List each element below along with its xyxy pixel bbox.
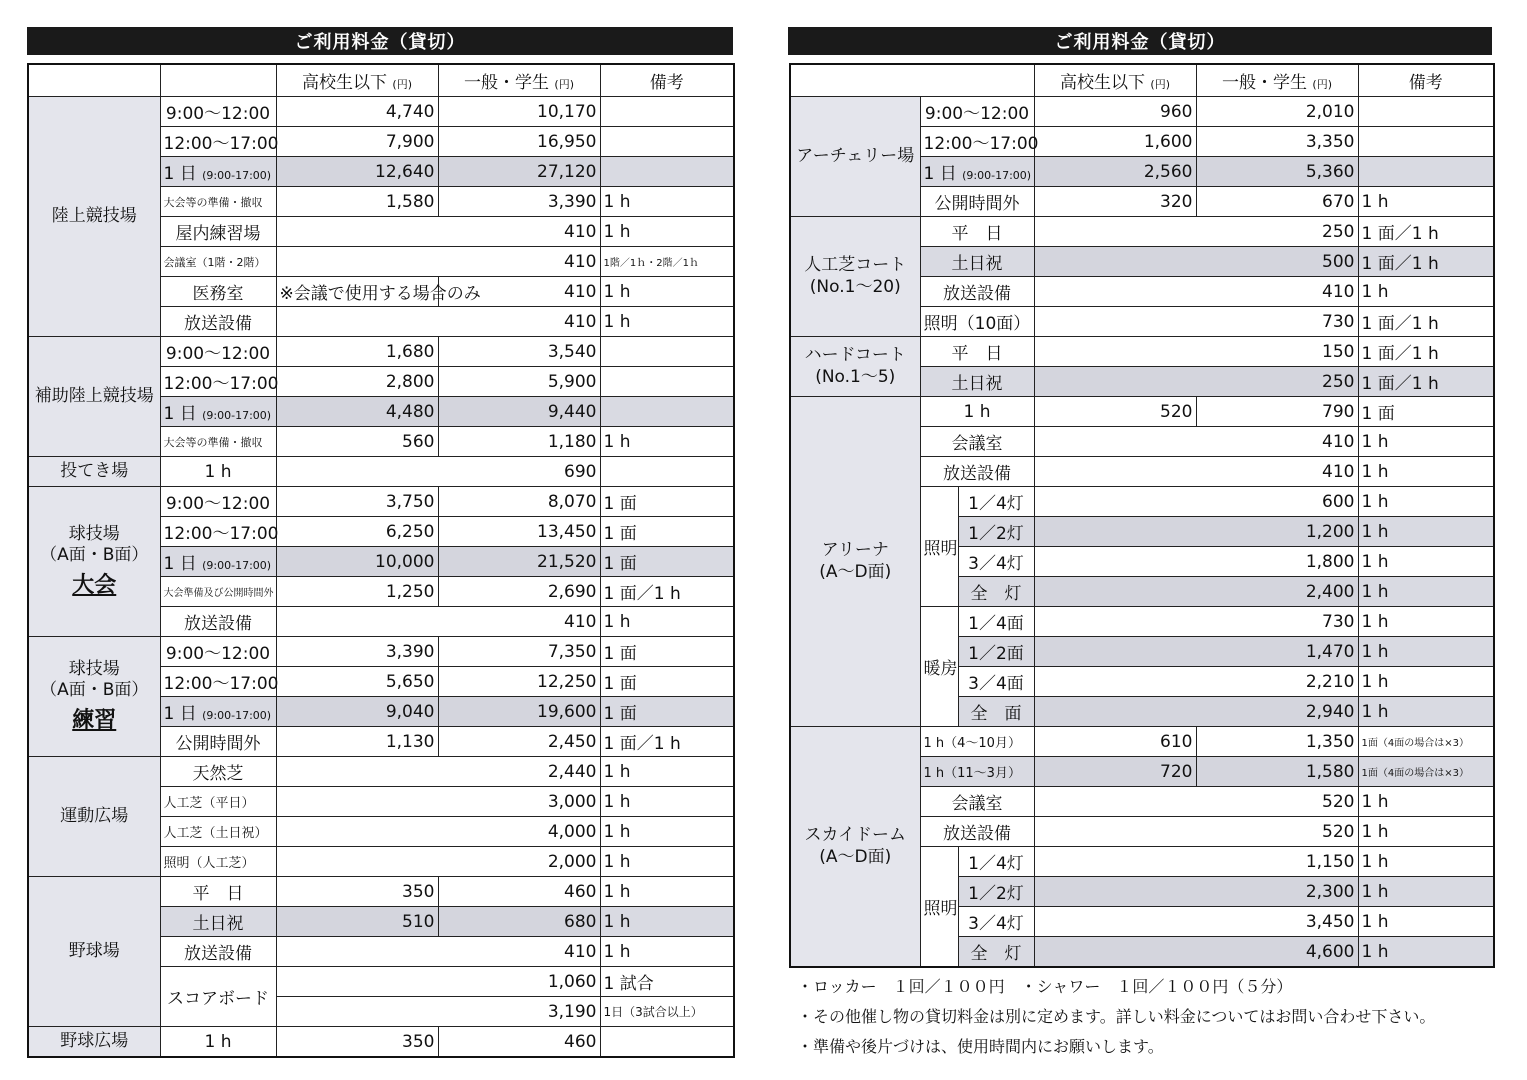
facility-item: 会議室	[920, 787, 1034, 817]
price-general: 1,150	[1034, 847, 1358, 877]
right-header-row	[790, 64, 1494, 97]
note-cell: 1 h	[1358, 577, 1494, 607]
note-cell: 1 h	[1358, 847, 1494, 877]
price-youth: 520	[1034, 397, 1196, 427]
facility-item: スコアボード	[160, 967, 276, 1027]
category-sub: (A～D面)	[819, 561, 892, 582]
facility-item: 1／2灯	[958, 877, 1034, 907]
price-youth: 1,600	[1034, 127, 1196, 157]
price-youth: 960	[1034, 97, 1196, 127]
price-general: 2,300	[1034, 877, 1358, 907]
header-blank	[790, 64, 1034, 97]
price-general: 21,520	[438, 547, 600, 577]
facility-item: 人工芝（平日）	[160, 787, 276, 817]
facility-item: 平 日	[920, 217, 1034, 247]
right-fee-table	[789, 63, 1495, 968]
category-name: ハードコート	[804, 345, 906, 366]
note-cell: 1 面	[600, 637, 734, 667]
price-general: 13,450	[438, 517, 600, 547]
note-cell: 1 h	[1358, 637, 1494, 667]
category-cell: アーチェリー場	[790, 97, 920, 217]
facility-item: 放送設備	[160, 307, 276, 337]
table-row	[28, 457, 734, 487]
price-general: 3,350	[1196, 127, 1358, 157]
facility-item: 屋内練習場	[160, 217, 276, 247]
note-cell: 1 h	[600, 937, 734, 967]
price-general: 2,400	[1034, 577, 1358, 607]
price-youth: 6,250	[276, 517, 438, 547]
note-cell	[600, 97, 734, 127]
price-general: 2,690	[438, 577, 600, 607]
table-row	[28, 337, 734, 367]
price-youth: 350	[276, 1027, 438, 1058]
note-cell: 1 h	[600, 427, 734, 457]
note-cell	[600, 367, 734, 397]
note-cell	[600, 1027, 734, 1058]
note-cell: 1 h	[600, 307, 734, 337]
price-general: 3,540	[438, 337, 600, 367]
price-general: 7,350	[438, 637, 600, 667]
category-name: スカイドーム	[804, 825, 906, 846]
price-general: 730	[1034, 607, 1358, 637]
price-general: 10,170	[438, 97, 600, 127]
price-general: 690	[276, 457, 600, 487]
footnote-other-events: ・その他催し物の貸切料金は別に定めます。詳しい料金についてはお問い合わせ下さい。	[797, 1007, 1436, 1026]
price-general: 410	[276, 247, 600, 277]
note-cell: 1 面／1 h	[600, 727, 734, 757]
table-row	[28, 877, 734, 907]
facility-item: 照明（10面）	[920, 307, 1034, 337]
time-slot: 12:00～17:00	[160, 517, 276, 547]
price-general: 9,440	[438, 397, 600, 427]
price-general: 5,360	[1196, 157, 1358, 187]
facility-item: 平 日	[920, 337, 1034, 367]
note-cell: 1 h	[1358, 487, 1494, 517]
price-youth: 10,000	[276, 547, 438, 577]
note-cell	[600, 127, 734, 157]
price-general: 500	[1034, 247, 1358, 277]
note-cell: 1 面／1 h	[1358, 247, 1494, 277]
category-cell: 投てき場	[28, 457, 160, 487]
note-cell: 1 面	[600, 487, 734, 517]
price-general: 1,180	[438, 427, 600, 457]
header-notes: 備考	[1358, 64, 1494, 97]
facility-item: 全 面	[958, 697, 1034, 727]
facility-item: 土日祝	[920, 247, 1034, 277]
header-general: 一般・学生 (円)	[1196, 64, 1358, 97]
time-slot: 1 日 (9:00-17:00)	[160, 397, 276, 427]
table-row	[790, 217, 1494, 247]
note-cell: 1 面／1 h	[1358, 337, 1494, 367]
category-cell	[28, 487, 160, 637]
note-cell	[1358, 127, 1494, 157]
time-slot: 1 日 (9:00-17:00)	[160, 157, 276, 187]
note-cell: 1 試合	[600, 967, 734, 997]
note-cell: 1 h	[600, 757, 734, 787]
facility-item: 3／4灯	[958, 547, 1034, 577]
price-general: 250	[1034, 217, 1358, 247]
facility-item: 1／4灯	[958, 487, 1034, 517]
price-general: 4,600	[1034, 937, 1358, 968]
price-general: 2,000	[276, 847, 600, 877]
facility-item: 全 灯	[958, 577, 1034, 607]
price-general: 790	[1196, 397, 1358, 427]
note-cell: 1 h	[1358, 427, 1494, 457]
note-cell: 1 h	[1358, 877, 1494, 907]
time-slot: 1 日 (9:00-17:00)	[920, 157, 1034, 187]
facility-item: 人工芝（土日祝）	[160, 817, 276, 847]
group-label: 暖房	[920, 607, 958, 727]
facility-item: 放送設備	[160, 937, 276, 967]
facility-item: 医務室	[160, 277, 276, 307]
footnotes	[797, 972, 1435, 1062]
price-youth: 1,130	[276, 727, 438, 757]
note-cell: 1 h	[1358, 547, 1494, 577]
price-youth: 7,900	[276, 127, 438, 157]
note-cell: 1 面	[1358, 397, 1494, 427]
note-cell	[1358, 157, 1494, 187]
category-cell	[28, 637, 160, 757]
facility-item: 放送設備	[920, 817, 1034, 847]
facility-item: 放送設備	[920, 277, 1034, 307]
note-cell	[600, 157, 734, 187]
facility-item: 放送設備	[160, 607, 276, 637]
facility-item: 3／4面	[958, 667, 1034, 697]
time-slot: 9:00～12:00	[160, 97, 276, 127]
category-emphasis: 練習	[72, 708, 117, 733]
price-general: 520	[1034, 817, 1358, 847]
price-general: 3,000	[276, 787, 600, 817]
time-slot: 大会等の準備・撤収	[160, 187, 276, 217]
table-row	[790, 97, 1494, 127]
price-general: 410	[1034, 427, 1358, 457]
facility-item: 1／4灯	[958, 847, 1034, 877]
price-general: 27,120	[438, 157, 600, 187]
category-cell: 補助陸上競技場	[28, 337, 160, 457]
price-general: 410	[276, 607, 600, 637]
price-youth: 1,250	[276, 577, 438, 607]
price-general: 8,070	[438, 487, 600, 517]
note-cell: 1 面／1 h	[1358, 367, 1494, 397]
note-cell: 1 h	[600, 787, 734, 817]
category-emphasis: 大会	[72, 573, 117, 598]
facility-item: 3／4灯	[958, 907, 1034, 937]
price-general: 250	[1034, 367, 1358, 397]
note-cell: 1 面	[600, 517, 734, 547]
category-cell: 運動広場	[28, 757, 160, 877]
category-cell: 野球広場	[28, 1027, 160, 1058]
price-youth: 610	[1034, 727, 1196, 757]
header-blank-2	[160, 64, 276, 97]
header-notes: 備考	[600, 64, 734, 97]
price-general: 12,250	[438, 667, 600, 697]
note-cell: 1 面	[600, 547, 734, 577]
right-banner: ご利用料金（貸切）	[788, 27, 1492, 55]
table-row	[28, 487, 734, 517]
price-general: 2,440	[276, 757, 600, 787]
price-general: 1,060	[276, 967, 600, 997]
price-general: 16,950	[438, 127, 600, 157]
note-cell: 1階／1ｈ・2階／1ｈ	[600, 247, 734, 277]
price-general: 2,940	[1034, 697, 1358, 727]
time-slot: 大会等の準備・撤収	[160, 427, 276, 457]
category-cell	[790, 727, 920, 968]
category-cell	[790, 397, 920, 727]
time-slot: 1 h	[160, 1027, 276, 1058]
note-cell: 1 h	[1358, 457, 1494, 487]
table-row	[28, 1027, 734, 1058]
price-general: 19,600	[438, 697, 600, 727]
category-cell	[790, 337, 920, 397]
time-slot: 12:00～17:00	[160, 127, 276, 157]
note-cell: 1 h	[1358, 517, 1494, 547]
price-youth: 4,740	[276, 97, 438, 127]
table-row	[28, 637, 734, 667]
time-slot: 1 h	[920, 397, 1034, 427]
price-general: 410	[276, 307, 600, 337]
price-general: 2,210	[1034, 667, 1358, 697]
price-general: 1,470	[1034, 637, 1358, 667]
price-general: 410	[276, 217, 600, 247]
table-row	[28, 97, 734, 127]
price-youth: 4,480	[276, 397, 438, 427]
category-name: 人工芝コート	[804, 255, 907, 276]
facility-item: 会議室	[920, 427, 1034, 457]
price-youth: 12,640	[276, 157, 438, 187]
price-general: 410	[1034, 457, 1358, 487]
category-sub: （A面・B面）	[40, 679, 149, 700]
time-slot: 9:00～12:00	[920, 97, 1034, 127]
note-cell: 1 h	[1358, 667, 1494, 697]
facility-item: 1／4面	[958, 607, 1034, 637]
table-row	[790, 727, 1494, 757]
header-youth: 高校生以下 (円)	[276, 64, 438, 97]
price-general: 410	[438, 277, 600, 307]
price-general: 1,350	[1196, 727, 1358, 757]
category-cell: 野球場	[28, 877, 160, 1027]
note-cell: 1 h	[1358, 937, 1494, 968]
note-cell: 1 h	[1358, 787, 1494, 817]
note-cell: 1 面／1 h	[1358, 217, 1494, 247]
price-general: 460	[438, 1027, 600, 1058]
price-youth: 510	[276, 907, 438, 937]
time-slot: 大会準備及び公開時間外	[160, 577, 276, 607]
category-cell: 陸上競技場	[28, 97, 160, 337]
note-cell: 1日（3試合以上）	[600, 997, 734, 1027]
note-cell: 1 h	[600, 847, 734, 877]
group-label: 照明	[920, 487, 958, 607]
facility-item: 天然芝	[160, 757, 276, 787]
note-cell: 1 h	[1358, 817, 1494, 847]
price-youth: 560	[276, 427, 438, 457]
category-name: 球技場	[68, 658, 120, 679]
price-general: 2,010	[1196, 97, 1358, 127]
category-sub: (A～D面)	[819, 846, 892, 867]
time-slot: 1 h（11～3月）	[920, 757, 1034, 787]
note-cell: 1 h	[1358, 277, 1494, 307]
facility-item: 放送設備	[920, 457, 1034, 487]
left-banner: ご利用料金（貸切）	[27, 27, 733, 55]
footnote-preparation: ・準備や後片づけは、使用時間内にお願いします。	[797, 1037, 1164, 1056]
facility-item: 土日祝	[160, 907, 276, 937]
facility-item: 土日祝	[920, 367, 1034, 397]
table-row	[790, 397, 1494, 427]
left-header-row	[28, 64, 734, 97]
price-general: 730	[1034, 307, 1358, 337]
note-cell: 1 h	[600, 817, 734, 847]
category-cell	[790, 217, 920, 337]
price-general: 460	[438, 877, 600, 907]
price-general: 1,800	[1034, 547, 1358, 577]
price-general: 3,450	[1034, 907, 1358, 937]
header-blank	[28, 64, 160, 97]
group-label: 照明	[920, 847, 958, 968]
price-youth: 720	[1034, 757, 1196, 787]
note-cell	[600, 337, 734, 367]
price-youth: 320	[1034, 187, 1196, 217]
time-slot: 1 日 (9:00-17:00)	[160, 547, 276, 577]
note-cell: 1 h	[1358, 607, 1494, 637]
time-slot: 9:00～12:00	[160, 637, 276, 667]
note-cell: 1面（4面の場合は×3）	[1358, 727, 1494, 757]
price-general: 1,580	[1196, 757, 1358, 787]
note-cell: 1 h	[600, 187, 734, 217]
price-youth: 1,680	[276, 337, 438, 367]
header-youth: 高校生以下 (円)	[1034, 64, 1196, 97]
price-general: 150	[1034, 337, 1358, 367]
category-name: アリーナ	[821, 540, 889, 561]
price-youth: 3,750	[276, 487, 438, 517]
category-sub: (No.1～5)	[815, 366, 896, 387]
note-cell	[600, 457, 734, 487]
time-slot: 9:00～12:00	[160, 337, 276, 367]
price-general: 1,200	[1034, 517, 1358, 547]
note-cell: 1 h	[600, 877, 734, 907]
memo-cell: ※会議で使用する場合のみ	[276, 277, 438, 307]
price-general: 410	[276, 937, 600, 967]
note-cell: 1 面／1 h	[600, 577, 734, 607]
note-cell: 1 面	[600, 667, 734, 697]
facility-item: 会議室（1階・2階）	[160, 247, 276, 277]
note-cell: 1 h	[1358, 907, 1494, 937]
facility-item: 照明（人工芝）	[160, 847, 276, 877]
note-cell: 1 h	[1358, 697, 1494, 727]
category-name: 球技場	[68, 523, 120, 544]
time-slot: 1 日 (9:00-17:00)	[160, 697, 276, 727]
price-general: 4,000	[276, 817, 600, 847]
price-general: 5,900	[438, 367, 600, 397]
price-general: 680	[438, 907, 600, 937]
price-youth: 3,390	[276, 637, 438, 667]
time-slot: 9:00～12:00	[160, 487, 276, 517]
category-sub: (No.1～20)	[809, 276, 901, 297]
price-general: 3,190	[276, 997, 600, 1027]
header-general: 一般・学生 (円)	[438, 64, 600, 97]
table-row	[790, 337, 1494, 367]
price-general: 3,390	[438, 187, 600, 217]
time-slot: 12:00～17:00	[160, 667, 276, 697]
price-general: 410	[1034, 277, 1358, 307]
note-cell: 1 h	[600, 607, 734, 637]
price-general: 670	[1196, 187, 1358, 217]
time-slot: 1 h（4～10月）	[920, 727, 1034, 757]
time-slot: 12:00～17:00	[160, 367, 276, 397]
price-general: 520	[1034, 787, 1358, 817]
facility-item: 全 灯	[958, 937, 1034, 968]
table-row	[28, 757, 734, 787]
price-general: 600	[1034, 487, 1358, 517]
time-slot: 1 h	[160, 457, 276, 487]
note-cell: 1 h	[600, 277, 734, 307]
price-youth: 9,040	[276, 697, 438, 727]
category-sub: （A面・B面）	[40, 544, 149, 565]
note-cell	[600, 397, 734, 427]
facility-item: 1／2灯	[958, 517, 1034, 547]
note-cell: 1 h	[1358, 187, 1494, 217]
note-cell: 1 h	[600, 907, 734, 937]
note-cell	[1358, 97, 1494, 127]
note-cell: 1 h	[600, 217, 734, 247]
facility-item: 平 日	[160, 877, 276, 907]
note-cell: 1面（4面の場合は×3）	[1358, 757, 1494, 787]
price-youth: 5,650	[276, 667, 438, 697]
note-cell: 1 面	[600, 697, 734, 727]
price-general: 2,450	[438, 727, 600, 757]
price-youth: 1,580	[276, 187, 438, 217]
price-youth: 350	[276, 877, 438, 907]
price-youth: 2,560	[1034, 157, 1196, 187]
price-youth: 2,800	[276, 367, 438, 397]
time-slot: 公開時間外	[160, 727, 276, 757]
time-slot: 公開時間外	[920, 187, 1034, 217]
time-slot: 12:00～17:00	[920, 127, 1034, 157]
note-cell: 1 面／1 h	[1358, 307, 1494, 337]
footnote-locker-shower: ・ロッカー １回／１００円 ・シャワー １回／１００円（５分）	[797, 977, 1293, 996]
facility-item: 1／2面	[958, 637, 1034, 667]
left-fee-table	[27, 63, 735, 1058]
